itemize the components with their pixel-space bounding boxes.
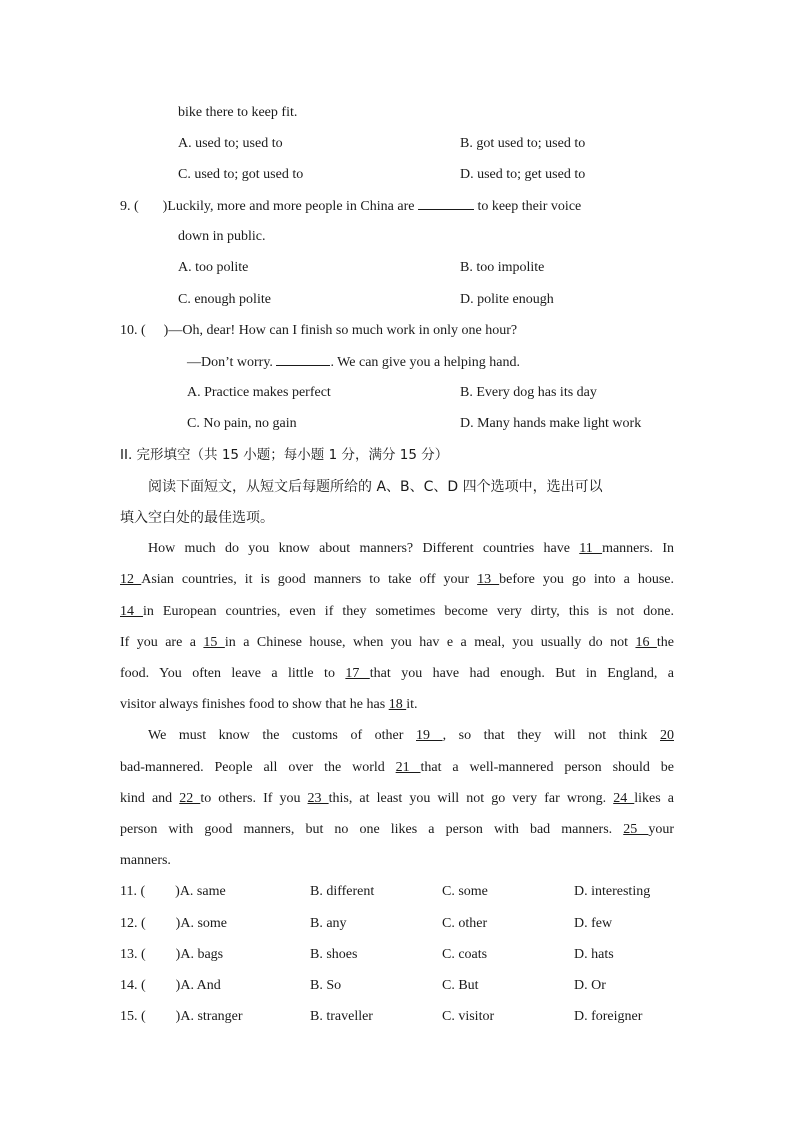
q10-option-d: D. Many hands make light work: [460, 416, 642, 431]
passage-text: in European countries, even if they sometimes become very dirty, this is not done.: [143, 604, 674, 619]
choice-13-b: B. shoes: [310, 947, 358, 962]
passage-text: visitor always finishes food to show that he has: [120, 697, 389, 712]
q9-option-a: A. too polite: [178, 260, 249, 275]
blank-23: 23: [307, 791, 329, 806]
passage-p2-line4: [120, 821, 674, 839]
choice-12-d: D. few: [574, 916, 613, 931]
choice-15-b: B. traveller: [310, 1009, 373, 1024]
choice-row-15: [0, 1008, 794, 1026]
choice-14-b: B. So: [310, 978, 342, 993]
passage-text: Asian countries, it is good manners to take off your: [141, 572, 478, 587]
choice-12-c: C. other: [442, 916, 488, 931]
choice-11-d: D. interesting: [574, 884, 651, 899]
section-instruction-line1: 阅读下面短文，从短文后每题所给的 A、B、C、D 四个选项中，选出可以: [148, 479, 603, 495]
passage-p2-line5: [120, 852, 171, 870]
passage-p1-line5: [120, 665, 674, 683]
passage-text: How much do you know about manners? Different countries have: [148, 541, 580, 556]
choice-row-14: [0, 977, 794, 995]
passage-text: the: [656, 635, 675, 650]
passage-p2-line1: [148, 727, 674, 745]
passage-text: , so that they will not think: [442, 728, 660, 743]
q10-number: 10. (: [120, 323, 146, 338]
q8-option-b: B. got used to; used to: [460, 136, 586, 151]
q10-reply-after: . We can give you a helping hand.: [330, 355, 520, 370]
passage-text: food. You often leave a little to: [120, 666, 346, 681]
section-instruction-line2: 填入空白处的最佳选项。: [120, 510, 274, 526]
passage-text: We must know the customs of other: [148, 728, 416, 743]
passage-text: to others. If you: [200, 791, 308, 806]
section-title: II. 完形填空（共 15 小题；每小题 1 分，满分 15 分）: [120, 447, 449, 463]
choice-12-a: 12. ( )A. some: [120, 916, 227, 931]
blank-15: 15: [203, 635, 225, 650]
choice-13-d: D. hats: [574, 947, 614, 962]
blank-12: 12: [120, 572, 142, 587]
blank-24: 24: [613, 791, 635, 806]
q9-question: [120, 197, 581, 216]
blank-14: 14: [120, 604, 144, 619]
choice-11-c: C. some: [442, 884, 488, 899]
blank-21: 21: [395, 760, 421, 775]
passage-text: before you go into a house.: [499, 572, 675, 587]
q10-reply-before: —Don’t worry.: [187, 355, 273, 370]
q10-question: [120, 322, 517, 340]
passage-p1-line3: [120, 603, 674, 621]
q8-option-a: A. used to; used to: [178, 136, 283, 151]
choice-15-c: C. visitor: [442, 1009, 495, 1024]
choice-13-a: 13. ( )A. bags: [120, 947, 224, 962]
passage-text: bad-mannered. People all over the world: [120, 760, 396, 775]
choice-11-b: B. different: [310, 884, 375, 899]
q9-blank: [418, 197, 474, 210]
passage-text: that a well-mannered person should be: [420, 760, 675, 775]
blank-22: 22: [179, 791, 201, 806]
q9-option-c: C. enough polite: [178, 292, 271, 307]
blank-16: 16: [635, 635, 657, 650]
blank-13: 13: [477, 572, 500, 587]
passage-p1-line1: [148, 540, 674, 558]
choice-12-b: B. any: [310, 916, 347, 931]
choice-11-a: 11. ( )A. same: [120, 884, 226, 899]
q9-continuation: down in public.: [178, 229, 266, 244]
passage-text: in a Chinese house, when you hav e a meal, you usually do not: [224, 635, 636, 650]
q9-text-after: to keep their voice: [477, 199, 582, 214]
passage-p1-line4: [120, 634, 674, 652]
passage-text: If you are a: [120, 635, 204, 650]
passage-text: person with good manners, but no one likes a person with bad manners.: [120, 822, 624, 837]
q9-option-b: B. too impolite: [460, 260, 545, 275]
choice-14-a: 14. ( )A. And: [120, 978, 221, 993]
blank-17: 17: [345, 666, 370, 681]
passage-p2-line3: [120, 790, 674, 808]
q10-option-a: A. Practice makes perfect: [187, 385, 331, 400]
q9-number: 9. (: [120, 199, 139, 214]
passage-text: that you have had enough. But in England, a: [369, 666, 674, 681]
passage-text: manners. In: [602, 541, 674, 556]
passage-text: this, at least you will not go very far wrong.: [328, 791, 614, 806]
passage-text: it.: [406, 697, 418, 712]
passage-text: likes a: [634, 791, 675, 806]
q10-option-c: C. No pain, no gain: [187, 416, 297, 431]
blank-18: 18: [388, 697, 407, 712]
choice-row-13: [0, 946, 794, 964]
q8-option-d: D. used to; get used to: [460, 167, 586, 182]
passage-p1-line2: [120, 571, 674, 589]
q10-text: )—Oh, dear! How can I finish so much work in only one hour?: [163, 323, 518, 338]
blank-19: 19: [416, 728, 443, 743]
choice-15-d: D. foreigner: [574, 1009, 643, 1024]
choice-15-a: 15. ( )A. stranger: [120, 1009, 243, 1024]
passage-text: manners.: [120, 853, 171, 868]
q9-option-d: D. polite enough: [460, 292, 554, 307]
choice-13-c: C. coats: [442, 947, 488, 962]
choice-row-12: [0, 915, 794, 933]
blank-20: 20: [660, 728, 674, 743]
choice-row-11: [0, 883, 794, 901]
passage-p1-line6: [120, 696, 674, 714]
blank-25: 25: [623, 822, 649, 837]
q8-option-c: C. used to; got used to: [178, 167, 304, 182]
q9-text-before: )Luckily, more and more people in China are: [162, 199, 415, 214]
q10-reply: [187, 353, 520, 372]
passage-text: kind and: [120, 791, 180, 806]
q10-blank: [276, 353, 330, 366]
choice-14-d: D. Or: [574, 978, 606, 993]
q10-option-b: B. Every dog has its day: [460, 385, 597, 400]
passage-p2-line2: [120, 759, 674, 777]
blank-11: 11: [579, 541, 603, 556]
choice-14-c: C. But: [442, 978, 479, 993]
q8-continuation: bike there to keep fit.: [178, 105, 298, 120]
passage-text: your: [648, 822, 674, 837]
